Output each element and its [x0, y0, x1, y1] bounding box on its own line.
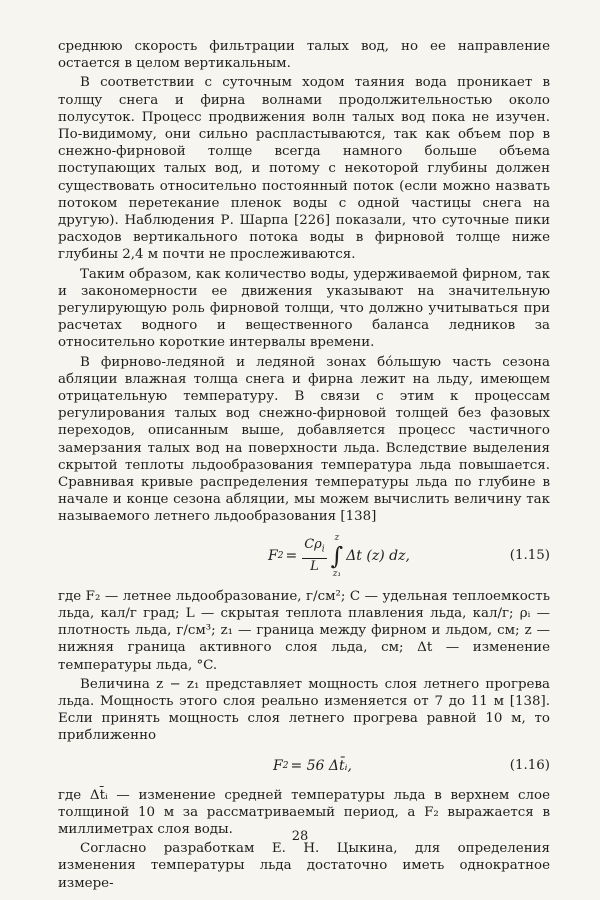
formula-1-15: [58, 530, 550, 582]
paragraph-continued: среднюю скорость фильтрации талых вод, но ее направление остается в целом вертикальным.: [58, 39, 550, 72]
formula-1-16-lhs-sub: 2: [282, 760, 289, 771]
formula-1-15-lhs: F: [268, 547, 278, 564]
formula-1-15-eq: =: [285, 547, 298, 564]
formula-1-15-expression: [268, 530, 410, 582]
formula-1-15-fraction: [302, 537, 326, 574]
formula-1-15-number: (1.15): [509, 548, 550, 564]
formula-1-16-expression: [273, 751, 352, 781]
formula-1-16-lhs: F: [273, 757, 283, 774]
integral-lower-limit: z₁: [332, 568, 342, 579]
paragraph-tsykin: Согласно разработкам Е. Н. Цыкина, для определения изменения температуры льда достаточно иметь однократное измере-: [58, 841, 550, 891]
paragraph-ice-zone: В фирново-ледяной и ледяной зонах бо́льшую часть сезона абляции влажная толща снега и фирна лежит на льду, имеющем отрицательную температуру. В связи с этим к процессам регулирования талых вод снежно-фирновой толщей без фазовых переходов, описанным выше, добавляется процесс частичного замерзания талых вод на поверхности льда. Вследствие выделения скрытой теплоты льдообразования температура льда повышается. Сравнивая кривые распределения температуры льда по глубине в начале и конце сезона абляции, мы можем вычислить величину так называемого летнего льдообразования [138]: [58, 354, 550, 525]
formula-1-15-lhs-sub: 2: [277, 550, 284, 561]
integral-sign: ∫: [330, 541, 344, 570]
fraction-numerator: $C\rho_i$: [302, 537, 326, 559]
page-number: 28: [291, 829, 309, 844]
integral: [331, 533, 344, 579]
paragraph-firn-regulation: Таким образом, как количество воды, удерживаемой фирном, так и закономерности ее движения указывают на значительную регулирующую роль фирновой толщи, что должно учитываться при расчетах водного и вещественного баланса ледников за относительно короткие интервалы времени.: [58, 266, 550, 351]
paragraph-mean-temp: где Δt̄ᵢ — изменение средней температуры льда в верхнем слое толщиной 10 м за рассматриваемый период, а F₂ выражается в миллиметрах слоя воды.: [58, 787, 550, 837]
paragraph-layer-thickness: Величина z − z₁ представляет мощность слоя летнего прогрева льда. Мощность этого слоя реально изменяется от 7 до 11 м [138]. Если принять мощность слоя летнего прогрева равной 10 м, то приближенно: [58, 676, 550, 744]
formula-1-16: [58, 751, 550, 781]
formula-1-15-integrand: Δt (z) dz,: [346, 547, 410, 564]
paragraph-notation: где F₂ — летнее льдообразование, г/см²; C — удельная теплоемкость льда, кал/г град; L — скрытая теплота плавления льда, кал/г; ρᵢ — плотность льда, г/см³; z₁ — граница между фирном и льдом, см; z — нижняя граница активного слоя льда, см; Δt — изменение температуры льда, °C.: [58, 588, 550, 673]
formula-1-16-number: (1.16): [509, 758, 550, 774]
fraction-denominator: L: [310, 558, 319, 574]
formula-1-16-rhs: = 56 Δt̄ᵢ,: [290, 757, 352, 774]
integral-upper-limit: z: [334, 532, 340, 543]
paragraph-meltwater-waves: В соответствии с суточным ходом таяния вода проникает в толщу снега и фирна волнами продолжительностью около полусуток. Процесс продвижения волн талых вод пока не изучен. По-видимому, они сильно распластываются, так как объем пор в снежно-фирновой толще всегда намного больше объема поступающих талых вод, и потому с некоторой глубины должен существовать относительно постоянный поток (если можно назвать потоком перетекание пленок воды с одной частицы снега на другую). Наблюдения Р. Шарпа [226] показали, что суточные пики расходов вертикального потока воды в фирновой толще ниже глубины 2,4 м почти не прослеживаются.: [58, 75, 550, 263]
